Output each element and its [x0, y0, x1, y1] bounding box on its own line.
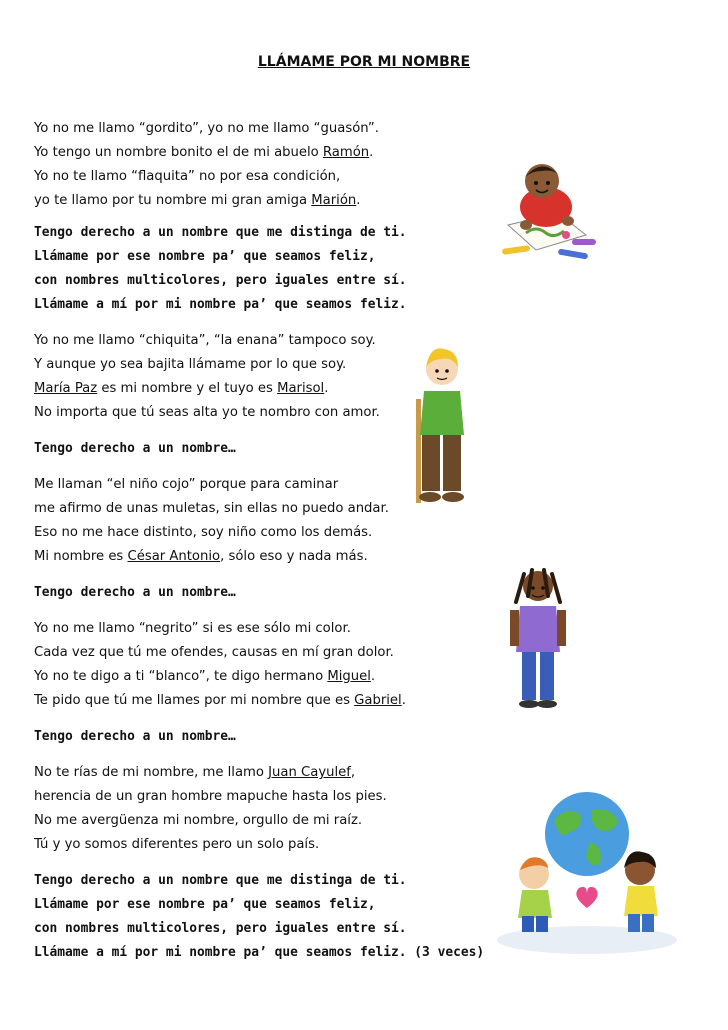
lyric-line: yo te llamo por tu nombre mi gran amiga Marión.	[34, 193, 361, 208]
lyric-line: María Paz es mi nombre y el tuyo es Marisol.	[34, 381, 329, 396]
lyric-line: No importa que tú seas alta yo te nombro con amor.	[34, 405, 380, 420]
short-chorus: Tengo derecho a un nombre…	[34, 729, 236, 744]
chorus-line: Tengo derecho a un nombre que me distinga de ti.	[34, 225, 407, 240]
short-chorus: Tengo derecho a un nombre…	[34, 585, 236, 600]
boy-dreadlocks-illustration	[502, 566, 572, 711]
chorus-line: Llámame por ese nombre pa’ que seamos feliz,	[34, 897, 376, 912]
chorus-line: Tengo derecho a un nombre que me distinga de ti.	[34, 873, 407, 888]
lyric-line: Tú y yo somos diferentes pero un solo país.	[34, 837, 320, 852]
chorus-line-final: Llámame a mí por mi nombre pa’ que seamos feliz. (3 veces)	[34, 945, 485, 960]
lyric-line: Te pido que tú me llames por mi nombre que es Gabriel.	[34, 693, 406, 708]
lyric-line: me afirmo de unas muletas, sin ellas no puedo andar.	[34, 501, 389, 516]
lyric-line: Yo tengo un nombre bonito el de mi abuelo Ramón.	[34, 145, 374, 160]
lyric-line: Yo no te llamo “flaquita” no por esa condición,	[34, 169, 341, 184]
lyric-line: No te rías de mi nombre, me llamo Juan Cayulef,	[34, 765, 356, 780]
boy-with-crutch-illustration	[410, 347, 472, 507]
lyric-line: Yo no me llamo “gordito”, yo no me llamo “guasón”.	[34, 121, 379, 136]
name-gabriel: Gabriel	[354, 693, 402, 708]
name-maria-paz: María Paz	[34, 381, 98, 396]
lyric-line: Mi nombre es César Antonio, sólo eso y nada más.	[34, 549, 368, 564]
lyric-line: Me llaman “el niño cojo” porque para caminar	[34, 477, 339, 492]
boy-drawing-illustration	[496, 155, 602, 265]
page-title: LLÁMAME POR MI NOMBRE	[257, 54, 471, 70]
lyric-line: Eso no me hace distinto, soy niño como los demás.	[34, 525, 373, 540]
lyric-line: Yo no te digo a ti “blanco”, te digo hermano Miguel.	[34, 669, 376, 684]
lyric-line: No me avergüenza mi nombre, orgullo de mi raíz.	[34, 813, 363, 828]
name-juan-cayulef: Juan Cayulef	[268, 765, 351, 780]
chorus-line: con nombres multicolores, pero iguales entre sí.	[34, 273, 407, 288]
lyric-line: herencia de un gran hombre mapuche hasta los pies.	[34, 789, 387, 804]
lyric-line: Yo no me llamo “negrito” si es ese sólo mi color.	[34, 621, 351, 636]
chorus-line: con nombres multicolores, pero iguales entre sí.	[34, 921, 407, 936]
lyric-line: Yo no me llamo “chiquita”, “la enana” tampoco soy.	[34, 333, 376, 348]
chorus-line: Llámame a mí por mi nombre pa’ que seamos feliz.	[34, 297, 407, 312]
lyric-line: Cada vez que tú me ofendes, causas en mí gran dolor.	[34, 645, 394, 660]
lyric-line: Y aunque yo sea bajita llámame por lo que soy.	[34, 357, 347, 372]
name-marion: Marión	[311, 193, 357, 208]
name-cesar-antonio: César Antonio	[127, 549, 221, 564]
short-chorus: Tengo derecho a un nombre…	[34, 441, 236, 456]
chorus-line: Llámame por ese nombre pa’ que seamos feliz,	[34, 249, 376, 264]
song-lyrics	[34, 117, 484, 965]
kids-globe-illustration	[492, 790, 682, 958]
name-miguel: Miguel	[327, 669, 371, 684]
name-ramon: Ramón	[322, 145, 370, 160]
name-marisol: Marisol	[277, 381, 325, 396]
